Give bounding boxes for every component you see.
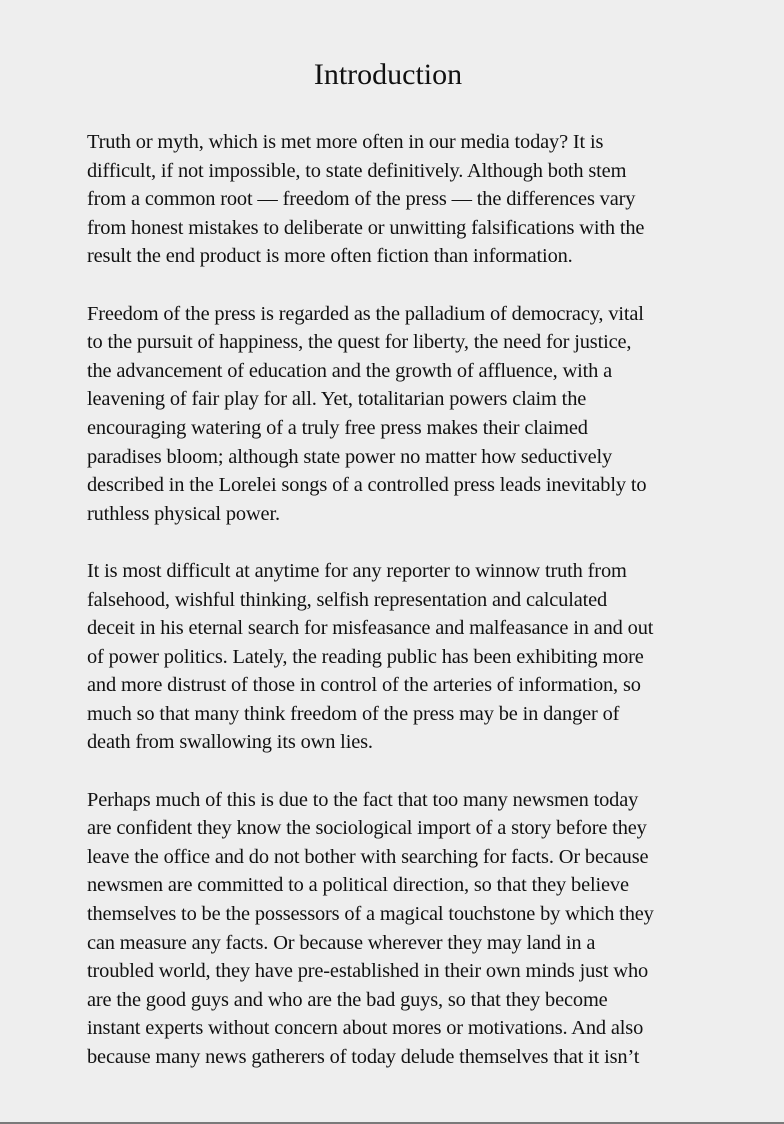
text-line: Perhaps much of this is due to the fact that too many newsmen today bbox=[87, 788, 639, 811]
text-line: Truth or myth, which is met more often in our media today? It is bbox=[87, 131, 604, 153]
paragraph-3 bbox=[87, 557, 707, 757]
paragraph-4 bbox=[87, 786, 707, 1072]
text-line: difficult, if not impossible, to state definitively. Although both stem bbox=[87, 159, 627, 182]
text-line: troubled world, they have pre-established in their own minds just who bbox=[87, 960, 649, 983]
text-line: newsmen are committed to a political direction, so that they believe bbox=[87, 874, 629, 897]
text-line: result the end product is more often fiction than information. bbox=[87, 245, 573, 268]
text-line: instant experts without concern about mores or motivations. And also bbox=[87, 1017, 644, 1040]
paragraph-2 bbox=[87, 300, 707, 529]
text-line: themselves to be the possessors of a magical touchstone by which they bbox=[87, 903, 654, 926]
text-line: the advancement of education and the growth of affluence, with a bbox=[87, 359, 613, 382]
paragraph-1 bbox=[87, 128, 707, 271]
text-line: because many news gatherers of today delude themselves that it isn’t bbox=[87, 1046, 640, 1068]
text-line: are confident they know the sociological import of a story before they bbox=[87, 817, 647, 840]
text-line: leavening of fair play for all. Yet, totalitarian powers claim the bbox=[87, 388, 587, 411]
text-line: It is most difficult at anytime for any reporter to winnow truth from bbox=[87, 559, 627, 582]
text-line: of power politics. Lately, the reading public has been exhibiting more bbox=[87, 645, 644, 668]
text-line: falsehood, wishful thinking, selfish representation and calculated bbox=[87, 588, 608, 611]
text-line: and more distrust of those in control of the arteries of information, so bbox=[87, 674, 641, 697]
text-line: can measure any facts. Or because wherever they may land in a bbox=[87, 931, 596, 954]
text-line: from honest mistakes to deliberate or unwitting falsifications with the bbox=[87, 216, 645, 239]
text-line: from a common root — freedom of the press — the differences vary bbox=[87, 188, 636, 211]
text-line: death from swallowing its own lies. bbox=[87, 731, 373, 754]
text-line: ruthless physical power. bbox=[87, 502, 280, 525]
body-text bbox=[87, 128, 707, 1072]
text-line: deceit in his eternal search for misfeasance and malfeasance in and out bbox=[87, 617, 654, 640]
text-line: much so that many think freedom of the press may be in danger of bbox=[87, 702, 620, 725]
text-line: leave the office and do not bother with searching for facts. Or because bbox=[87, 845, 649, 868]
text-line: encouraging watering of a truly free press makes their claimed bbox=[87, 416, 588, 439]
text-line: to the pursuit of happiness, the quest for liberty, the need for justice, bbox=[87, 331, 632, 354]
document-page bbox=[87, 58, 707, 1100]
text-line: Freedom of the press is regarded as the palladium of democracy, vital bbox=[87, 302, 644, 325]
text-line: described in the Lorelei songs of a controlled press leads inevitably to bbox=[87, 474, 647, 497]
page-title: Introduction bbox=[313, 58, 463, 91]
text-line: paradises bloom; although state power no matter how seductively bbox=[87, 445, 613, 468]
text-line: are the good guys and who are the bad guys, so that they become bbox=[87, 988, 608, 1011]
